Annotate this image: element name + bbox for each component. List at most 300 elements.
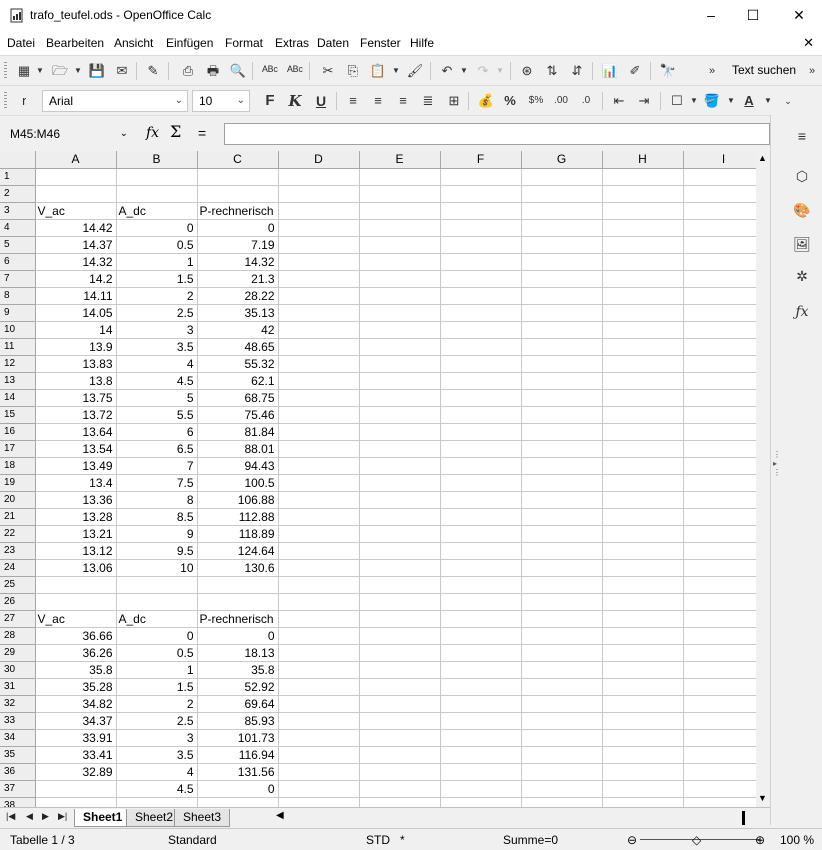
open-folder-icon[interactable]: 🗁 <box>51 63 69 78</box>
cell[interactable]: 3.5 <box>116 338 197 355</box>
cell[interactable] <box>440 168 521 185</box>
percent-format-icon[interactable]: % <box>504 93 516 108</box>
row-header[interactable]: 5 <box>0 236 35 253</box>
cell[interactable] <box>440 202 521 219</box>
align-right-icon[interactable]: ≡ <box>399 93 407 108</box>
formula-input[interactable] <box>224 123 770 145</box>
cell[interactable] <box>278 457 359 474</box>
gallery-icon[interactable]: 🖼 <box>793 236 811 252</box>
cell[interactable] <box>521 389 602 406</box>
cell[interactable] <box>521 491 602 508</box>
cell[interactable]: 35.8 <box>197 661 278 678</box>
cell[interactable] <box>359 202 440 219</box>
cell[interactable] <box>359 593 440 610</box>
cell[interactable] <box>602 644 683 661</box>
cell[interactable] <box>359 559 440 576</box>
cell[interactable] <box>521 202 602 219</box>
column-header-h[interactable]: H <box>602 151 683 168</box>
spellcheck-icon[interactable]: ᴬᴮᶜ <box>262 63 278 78</box>
cell[interactable] <box>683 253 764 270</box>
find-replace-icon[interactable]: 🔭 <box>659 63 677 78</box>
cell[interactable] <box>440 763 521 780</box>
cell[interactable] <box>521 678 602 695</box>
cell[interactable] <box>278 610 359 627</box>
cell[interactable] <box>521 304 602 321</box>
cell[interactable]: 101.73 <box>197 729 278 746</box>
cell[interactable] <box>197 185 278 202</box>
cell[interactable] <box>359 610 440 627</box>
cell[interactable] <box>683 168 764 185</box>
cell[interactable] <box>521 406 602 423</box>
cell[interactable]: 55.32 <box>197 355 278 372</box>
cell[interactable]: 2.5 <box>116 304 197 321</box>
row-header[interactable]: 17 <box>0 440 35 457</box>
close-document-icon[interactable]: ✕ <box>803 35 814 50</box>
cell[interactable] <box>683 559 764 576</box>
cell[interactable]: 1 <box>116 253 197 270</box>
cell[interactable]: 75.46 <box>197 406 278 423</box>
cell[interactable] <box>683 474 764 491</box>
cell[interactable] <box>602 661 683 678</box>
cell[interactable] <box>602 508 683 525</box>
cell[interactable] <box>359 287 440 304</box>
cell[interactable]: 13.83 <box>35 355 116 372</box>
cell[interactable]: 13.72 <box>35 406 116 423</box>
cell[interactable] <box>440 559 521 576</box>
cell[interactable]: 14.32 <box>35 253 116 270</box>
paste-icon[interactable]: 📋 <box>369 63 387 78</box>
cell[interactable]: 0 <box>197 780 278 797</box>
cell[interactable] <box>359 423 440 440</box>
cell[interactable] <box>278 508 359 525</box>
cell[interactable] <box>359 168 440 185</box>
toolbar-overflow-icon[interactable]: » <box>708 65 716 77</box>
cell[interactable] <box>278 661 359 678</box>
cell[interactable] <box>440 321 521 338</box>
cell[interactable] <box>116 168 197 185</box>
cell[interactable]: 33.41 <box>35 746 116 763</box>
cell[interactable]: 112.88 <box>197 508 278 525</box>
cell[interactable]: 3 <box>116 729 197 746</box>
cell[interactable] <box>359 780 440 797</box>
cell[interactable] <box>521 780 602 797</box>
hyperlink-icon[interactable]: ⊛ <box>521 63 533 78</box>
increase-indent-icon[interactable]: ⇥ <box>638 93 650 108</box>
cell[interactable]: 0 <box>116 219 197 236</box>
cell[interactable] <box>278 474 359 491</box>
cell[interactable] <box>440 712 521 729</box>
save-icon[interactable]: 💾 <box>88 63 106 78</box>
cell[interactable] <box>602 355 683 372</box>
cell[interactable] <box>683 185 764 202</box>
scroll-left-icon[interactable]: ◀ <box>276 810 284 821</box>
chevron-down-icon[interactable]: ▼ <box>690 96 698 105</box>
cell[interactable]: 13.49 <box>35 457 116 474</box>
scroll-down-icon[interactable]: ▼ <box>758 793 767 803</box>
print-preview-icon[interactable]: 🔍 <box>229 63 247 78</box>
cell[interactable]: 4.5 <box>116 780 197 797</box>
cell[interactable] <box>440 661 521 678</box>
cell[interactable] <box>440 797 521 807</box>
cell[interactable] <box>440 491 521 508</box>
cell[interactable] <box>602 593 683 610</box>
cell[interactable]: 13.28 <box>35 508 116 525</box>
cell[interactable] <box>440 440 521 457</box>
cell[interactable] <box>521 321 602 338</box>
cell[interactable]: 28.22 <box>197 287 278 304</box>
cell[interactable] <box>278 746 359 763</box>
cell[interactable] <box>683 236 764 253</box>
cell[interactable] <box>602 491 683 508</box>
cell[interactable] <box>116 593 197 610</box>
cell[interactable] <box>683 661 764 678</box>
cell[interactable]: 88.01 <box>197 440 278 457</box>
select-all-corner[interactable] <box>0 151 35 168</box>
cell[interactable] <box>278 202 359 219</box>
toolbar-grip[interactable] <box>4 92 7 110</box>
cell[interactable]: 13.9 <box>35 338 116 355</box>
row-header[interactable]: 25 <box>0 576 35 593</box>
cell[interactable]: 36.66 <box>35 627 116 644</box>
cell[interactable] <box>359 508 440 525</box>
cell[interactable] <box>683 389 764 406</box>
scroll-thumb[interactable] <box>742 811 745 825</box>
cell[interactable] <box>521 457 602 474</box>
redo-icon[interactable]: ↷ <box>477 63 489 78</box>
cell[interactable] <box>521 253 602 270</box>
cell[interactable] <box>440 270 521 287</box>
cell[interactable] <box>602 576 683 593</box>
cell[interactable] <box>683 695 764 712</box>
cell[interactable]: 48.65 <box>197 338 278 355</box>
row-header[interactable]: 10 <box>0 321 35 338</box>
cell[interactable] <box>683 542 764 559</box>
cell[interactable]: 131.56 <box>197 763 278 780</box>
cell[interactable]: P-rechnerisch <box>197 202 278 219</box>
cell[interactable] <box>359 763 440 780</box>
cell[interactable]: 13.75 <box>35 389 116 406</box>
cell[interactable] <box>521 559 602 576</box>
row-header[interactable]: 19 <box>0 474 35 491</box>
sidebar-menu-icon[interactable]: ≡ <box>797 128 807 144</box>
print-icon[interactable]: 🖶 <box>206 63 220 78</box>
cell[interactable] <box>683 746 764 763</box>
cell[interactable] <box>602 746 683 763</box>
sheet-tab-sheet1[interactable]: Sheet1 <box>74 809 131 827</box>
cell[interactable] <box>116 576 197 593</box>
cell[interactable] <box>683 270 764 287</box>
row-header[interactable]: 29 <box>0 644 35 661</box>
cell[interactable] <box>521 763 602 780</box>
row-header[interactable]: 21 <box>0 508 35 525</box>
cell[interactable]: 116.94 <box>197 746 278 763</box>
cell[interactable]: 13.21 <box>35 525 116 542</box>
cell[interactable] <box>440 355 521 372</box>
cell[interactable]: 5.5 <box>116 406 197 423</box>
cell[interactable] <box>602 304 683 321</box>
chevron-down-icon[interactable]: ▼ <box>496 66 504 75</box>
delete-decimal-icon[interactable]: .0 <box>581 95 591 106</box>
cell[interactable]: 0.5 <box>116 236 197 253</box>
row-header[interactable]: 2 <box>0 185 35 202</box>
menu-fenster[interactable]: Fenster <box>360 36 401 50</box>
cell[interactable] <box>440 627 521 644</box>
selection-mode[interactable]: STD <box>366 833 390 847</box>
cell[interactable] <box>602 712 683 729</box>
first-sheet-icon[interactable]: |◀ <box>6 811 16 821</box>
cell[interactable] <box>278 253 359 270</box>
cell[interactable] <box>521 185 602 202</box>
function-wizard-icon[interactable]: fx <box>146 125 160 141</box>
column-header-d[interactable]: D <box>278 151 359 168</box>
cell[interactable] <box>359 729 440 746</box>
cell[interactable] <box>359 372 440 389</box>
cell[interactable]: 4.5 <box>116 372 197 389</box>
cell[interactable] <box>521 440 602 457</box>
chevron-down-icon[interactable]: ▼ <box>392 66 400 75</box>
row-header[interactable]: 24 <box>0 559 35 576</box>
cell[interactable] <box>35 576 116 593</box>
cell[interactable] <box>440 304 521 321</box>
cell[interactable]: 35.28 <box>35 678 116 695</box>
chevron-down-icon[interactable]: ▼ <box>764 96 772 105</box>
cell[interactable] <box>278 355 359 372</box>
cell[interactable] <box>602 270 683 287</box>
cell[interactable]: 1.5 <box>116 678 197 695</box>
cell[interactable] <box>521 270 602 287</box>
underline-button[interactable]: U <box>315 93 327 109</box>
row-header[interactable]: 23 <box>0 542 35 559</box>
cell[interactable]: 81.84 <box>197 423 278 440</box>
cell[interactable]: 34.37 <box>35 712 116 729</box>
cell[interactable]: 3 <box>116 321 197 338</box>
cell[interactable] <box>197 593 278 610</box>
menu-einfuegen[interactable]: Einfügen <box>166 36 214 50</box>
maximize-button[interactable]: ☐ <box>746 7 760 23</box>
cell[interactable] <box>521 746 602 763</box>
cell[interactable] <box>440 542 521 559</box>
cell[interactable] <box>440 474 521 491</box>
toolbar-overflow-icon[interactable]: » <box>808 65 816 77</box>
cell[interactable]: 14.05 <box>35 304 116 321</box>
cell[interactable]: 106.88 <box>197 491 278 508</box>
row-header[interactable]: 7 <box>0 270 35 287</box>
cell[interactable]: 33.91 <box>35 729 116 746</box>
cell[interactable] <box>521 576 602 593</box>
cell[interactable] <box>440 423 521 440</box>
cell[interactable] <box>440 576 521 593</box>
cell[interactable] <box>359 440 440 457</box>
cell[interactable] <box>683 729 764 746</box>
zoom-in-icon[interactable]: ⊕ <box>755 833 766 847</box>
last-sheet-icon[interactable]: ▶| <box>58 811 68 821</box>
cell[interactable] <box>278 236 359 253</box>
cell[interactable]: 7.5 <box>116 474 197 491</box>
cell[interactable] <box>278 406 359 423</box>
cell[interactable]: 9 <box>116 525 197 542</box>
cell[interactable]: 13.06 <box>35 559 116 576</box>
cell[interactable] <box>521 644 602 661</box>
sort-ascending-icon[interactable]: ⇅ <box>546 63 558 78</box>
cell[interactable] <box>116 797 197 807</box>
cell[interactable] <box>602 321 683 338</box>
cell[interactable] <box>683 644 764 661</box>
column-header-e[interactable]: E <box>359 151 440 168</box>
styles-icon[interactable]: ꭇ <box>21 93 27 108</box>
cell[interactable]: 0 <box>197 219 278 236</box>
column-header-g[interactable]: G <box>521 151 602 168</box>
cell[interactable]: 13.4 <box>35 474 116 491</box>
cell[interactable] <box>683 219 764 236</box>
menu-datei[interactable]: Datei <box>7 36 36 50</box>
chevron-down-icon[interactable]: ▼ <box>36 66 44 75</box>
cell[interactable] <box>278 712 359 729</box>
cell[interactable] <box>521 219 602 236</box>
cell[interactable] <box>683 321 764 338</box>
align-center-icon[interactable]: ≡ <box>374 93 382 108</box>
cell[interactable] <box>602 763 683 780</box>
cell[interactable] <box>521 712 602 729</box>
cell[interactable]: 3.5 <box>116 746 197 763</box>
draw-functions-icon[interactable]: ✐ <box>629 63 641 78</box>
row-header[interactable]: 31 <box>0 678 35 695</box>
cell[interactable]: 94.43 <box>197 457 278 474</box>
cell[interactable] <box>683 202 764 219</box>
menu-extras[interactable]: Extras <box>275 36 310 50</box>
cell[interactable] <box>602 474 683 491</box>
cell[interactable] <box>521 508 602 525</box>
cell[interactable] <box>359 321 440 338</box>
cell[interactable] <box>521 474 602 491</box>
cell[interactable] <box>602 525 683 542</box>
row-header[interactable]: 1 <box>0 168 35 185</box>
cell[interactable]: 2.5 <box>116 712 197 729</box>
cell[interactable] <box>278 321 359 338</box>
cell[interactable] <box>278 185 359 202</box>
cell[interactable] <box>683 491 764 508</box>
cell[interactable] <box>278 593 359 610</box>
row-header[interactable]: 26 <box>0 593 35 610</box>
justify-icon[interactable]: ≣ <box>422 93 434 108</box>
row-header[interactable]: 11 <box>0 338 35 355</box>
cell[interactable] <box>683 525 764 542</box>
cell[interactable] <box>602 457 683 474</box>
cell[interactable] <box>359 661 440 678</box>
cell[interactable] <box>521 729 602 746</box>
cell[interactable]: 10 <box>116 559 197 576</box>
cell[interactable]: 1 <box>116 661 197 678</box>
cell[interactable] <box>278 797 359 807</box>
new-document-icon[interactable]: ▦ <box>17 63 31 78</box>
cell[interactable] <box>521 355 602 372</box>
cell[interactable] <box>683 593 764 610</box>
cell[interactable]: 14.2 <box>35 270 116 287</box>
zoom-slider-thumb[interactable]: ◇ <box>692 833 702 847</box>
cell[interactable] <box>440 610 521 627</box>
cell[interactable]: V_ac <box>35 610 116 627</box>
cell[interactable]: 14.42 <box>35 219 116 236</box>
column-header-b[interactable]: B <box>116 151 197 168</box>
cell[interactable] <box>521 797 602 807</box>
standard-format-icon[interactable]: $% <box>528 95 544 106</box>
cell[interactable] <box>35 185 116 202</box>
column-header-c[interactable]: C <box>197 151 278 168</box>
cell[interactable] <box>602 338 683 355</box>
cell[interactable] <box>683 797 764 807</box>
cell[interactable]: 0.5 <box>116 644 197 661</box>
copy-icon[interactable]: ⎘ <box>347 63 359 78</box>
cell[interactable] <box>683 576 764 593</box>
menu-format[interactable]: Format <box>225 36 264 50</box>
cell[interactable]: 14 <box>35 321 116 338</box>
cell[interactable] <box>35 593 116 610</box>
cell[interactable] <box>521 593 602 610</box>
align-left-icon[interactable]: ≡ <box>349 93 357 108</box>
cell[interactable] <box>602 440 683 457</box>
cell[interactable]: 18.13 <box>197 644 278 661</box>
cell[interactable] <box>278 389 359 406</box>
cell[interactable] <box>602 797 683 807</box>
cell[interactable] <box>602 287 683 304</box>
row-header[interactable]: 16 <box>0 423 35 440</box>
cell[interactable] <box>602 627 683 644</box>
font-color-icon[interactable]: A <box>744 93 754 108</box>
cell[interactable] <box>197 797 278 807</box>
cell[interactable]: 36.26 <box>35 644 116 661</box>
cell[interactable] <box>359 389 440 406</box>
cell[interactable] <box>278 338 359 355</box>
cell[interactable] <box>521 627 602 644</box>
cell[interactable] <box>683 338 764 355</box>
cell[interactable] <box>359 695 440 712</box>
cell[interactable] <box>602 695 683 712</box>
cell[interactable] <box>602 236 683 253</box>
cell[interactable]: 14.11 <box>35 287 116 304</box>
cell[interactable]: 32.89 <box>35 763 116 780</box>
cell[interactable] <box>602 542 683 559</box>
cell[interactable] <box>359 627 440 644</box>
cell[interactable]: 0 <box>116 627 197 644</box>
cell[interactable] <box>602 168 683 185</box>
row-header[interactable]: 6 <box>0 253 35 270</box>
cell[interactable] <box>359 474 440 491</box>
cell[interactable] <box>359 457 440 474</box>
cell[interactable]: 5 <box>116 389 197 406</box>
cell[interactable] <box>602 678 683 695</box>
menu-ansicht[interactable]: Ansicht <box>114 36 154 50</box>
cell[interactable] <box>359 270 440 287</box>
cell[interactable] <box>440 372 521 389</box>
row-header[interactable]: 4 <box>0 219 35 236</box>
cell[interactable] <box>521 338 602 355</box>
cell[interactable] <box>278 695 359 712</box>
cell[interactable] <box>278 763 359 780</box>
cell[interactable]: 4 <box>116 355 197 372</box>
chevron-down-icon[interactable]: ▼ <box>74 66 82 75</box>
row-header[interactable]: 15 <box>0 406 35 423</box>
row-header[interactable]: 3 <box>0 202 35 219</box>
cell[interactable]: 7 <box>116 457 197 474</box>
sum-icon[interactable]: Σ <box>170 122 182 141</box>
name-box[interactable] <box>4 123 132 145</box>
cell[interactable] <box>440 695 521 712</box>
cell[interactable] <box>359 576 440 593</box>
cell[interactable] <box>359 746 440 763</box>
cell[interactable] <box>440 236 521 253</box>
horizontal-scrollbar[interactable] <box>272 810 756 825</box>
vertical-scrollbar[interactable] <box>756 151 770 807</box>
cell[interactable] <box>197 576 278 593</box>
